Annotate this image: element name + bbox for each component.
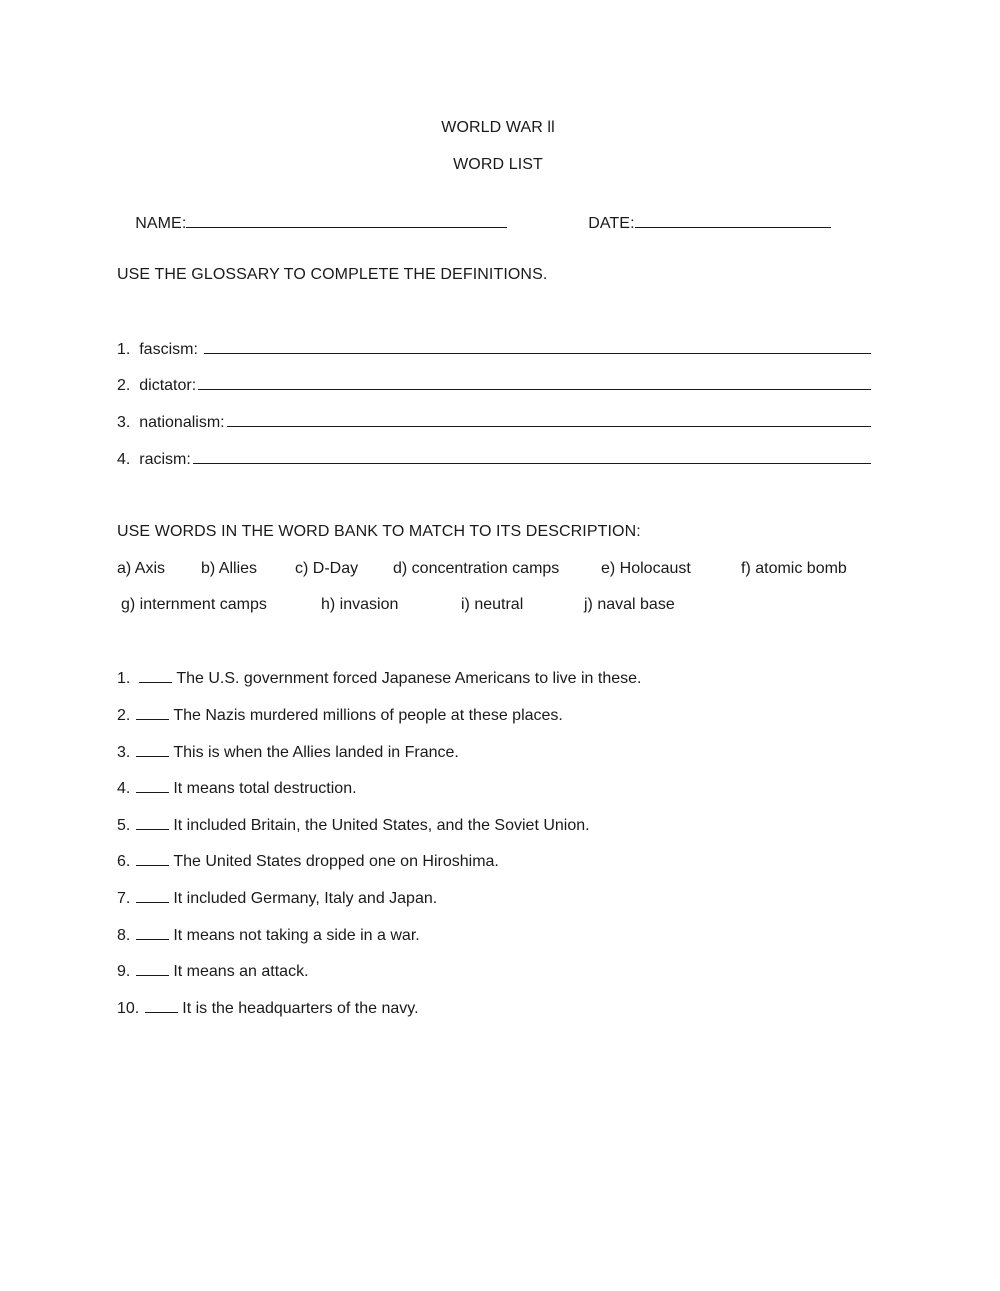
question-text: The U.S. government forced Japanese Americans to live in these.: [176, 670, 642, 687]
page-title: WORLD WAR ll: [441, 119, 555, 136]
definition-number: 3.: [117, 414, 131, 431]
question-number: 3.: [117, 744, 131, 761]
definition-term: nationalism:: [139, 414, 225, 431]
question-answer-blank[interactable]: [145, 998, 178, 1013]
definition-row: [117, 411, 871, 433]
word-bank-item: e) Holocaust: [601, 560, 691, 577]
definition-row: [117, 338, 871, 360]
question-text: This is when the Allies landed in France.: [173, 744, 459, 761]
word-bank-item: i) neutral: [461, 596, 524, 613]
question-text: It means not taking a side in a war.: [173, 927, 420, 944]
page-subtitle: WORD LIST: [453, 156, 543, 173]
question-number: 7.: [117, 890, 131, 907]
question-text: It included Britain, the United States, and the Soviet Union.: [173, 817, 590, 834]
question-number: 10.: [117, 1000, 140, 1017]
question-answer-blank[interactable]: [136, 705, 169, 720]
question-text: The Nazis murdered millions of people at these places.: [173, 707, 563, 724]
question-text: The United States dropped one on Hiroshima.: [173, 853, 499, 870]
definition-number: 1.: [117, 341, 131, 358]
definition-answer-line[interactable]: [204, 338, 871, 354]
word-bank-item: c) D-Day: [295, 560, 359, 577]
definition-row: [117, 448, 871, 470]
definition-number: 2.: [117, 377, 131, 394]
question-row: [117, 925, 420, 946]
question-row: [117, 998, 419, 1019]
definition-answer-line[interactable]: [198, 374, 871, 390]
question-number: 4.: [117, 780, 131, 797]
definition-term: dictator:: [139, 377, 197, 394]
definition-term: fascism:: [139, 341, 198, 358]
question-answer-blank[interactable]: [136, 925, 169, 940]
definition-row: [117, 374, 871, 396]
question-answer-blank[interactable]: [139, 668, 172, 683]
definition-number: 4.: [117, 451, 131, 468]
question-row: [117, 668, 641, 689]
date-field-row: [570, 191, 831, 254]
question-number: 9.: [117, 963, 131, 980]
definition-answer-line[interactable]: [193, 448, 871, 464]
word-bank-item: j) naval base: [584, 596, 675, 613]
question-number: 5.: [117, 817, 131, 834]
word-bank-item: h) invasion: [321, 596, 399, 613]
word-bank-item: a) Axis: [117, 560, 166, 577]
question-answer-blank[interactable]: [136, 888, 169, 903]
word-bank-item: g) internment camps: [121, 596, 267, 613]
question-row: [117, 815, 590, 836]
question-row: [117, 851, 499, 872]
name-input-line[interactable]: [186, 211, 507, 228]
question-row: [117, 888, 437, 909]
question-text: It is the headquarters of the navy.: [182, 1000, 419, 1017]
date-label: DATE:: [588, 215, 635, 232]
question-answer-blank[interactable]: [136, 851, 169, 866]
question-row: [117, 778, 357, 799]
word-bank-item: b) Allies: [201, 560, 258, 577]
question-number: 1.: [117, 670, 131, 687]
glossary-instruction: USE THE GLOSSARY TO COMPLETE THE DEFINITIONS.: [117, 266, 548, 283]
question-answer-blank[interactable]: [136, 778, 169, 793]
word-bank-item: f) atomic bomb: [741, 560, 847, 577]
question-text: It means an attack.: [173, 963, 309, 980]
name-field-row: [117, 191, 507, 254]
word-bank-instruction: USE WORDS IN THE WORD BANK TO MATCH TO ITS DESCRIPTION:: [117, 523, 641, 540]
question-number: 8.: [117, 927, 131, 944]
question-number: 2.: [117, 707, 131, 724]
question-answer-blank[interactable]: [136, 961, 169, 976]
definition-term: racism:: [139, 451, 191, 468]
name-label: NAME:: [135, 215, 187, 232]
question-row: [117, 961, 309, 982]
question-text: It means total destruction.: [173, 780, 357, 797]
question-number: 6.: [117, 853, 131, 870]
date-input-line[interactable]: [635, 211, 831, 228]
question-answer-blank[interactable]: [136, 815, 169, 830]
definition-answer-line[interactable]: [227, 411, 871, 427]
question-answer-blank[interactable]: [136, 742, 169, 757]
word-bank-item: d) concentration camps: [393, 560, 560, 577]
question-row: [117, 705, 563, 726]
question-row: [117, 742, 459, 763]
question-text: It included Germany, Italy and Japan.: [173, 890, 438, 907]
